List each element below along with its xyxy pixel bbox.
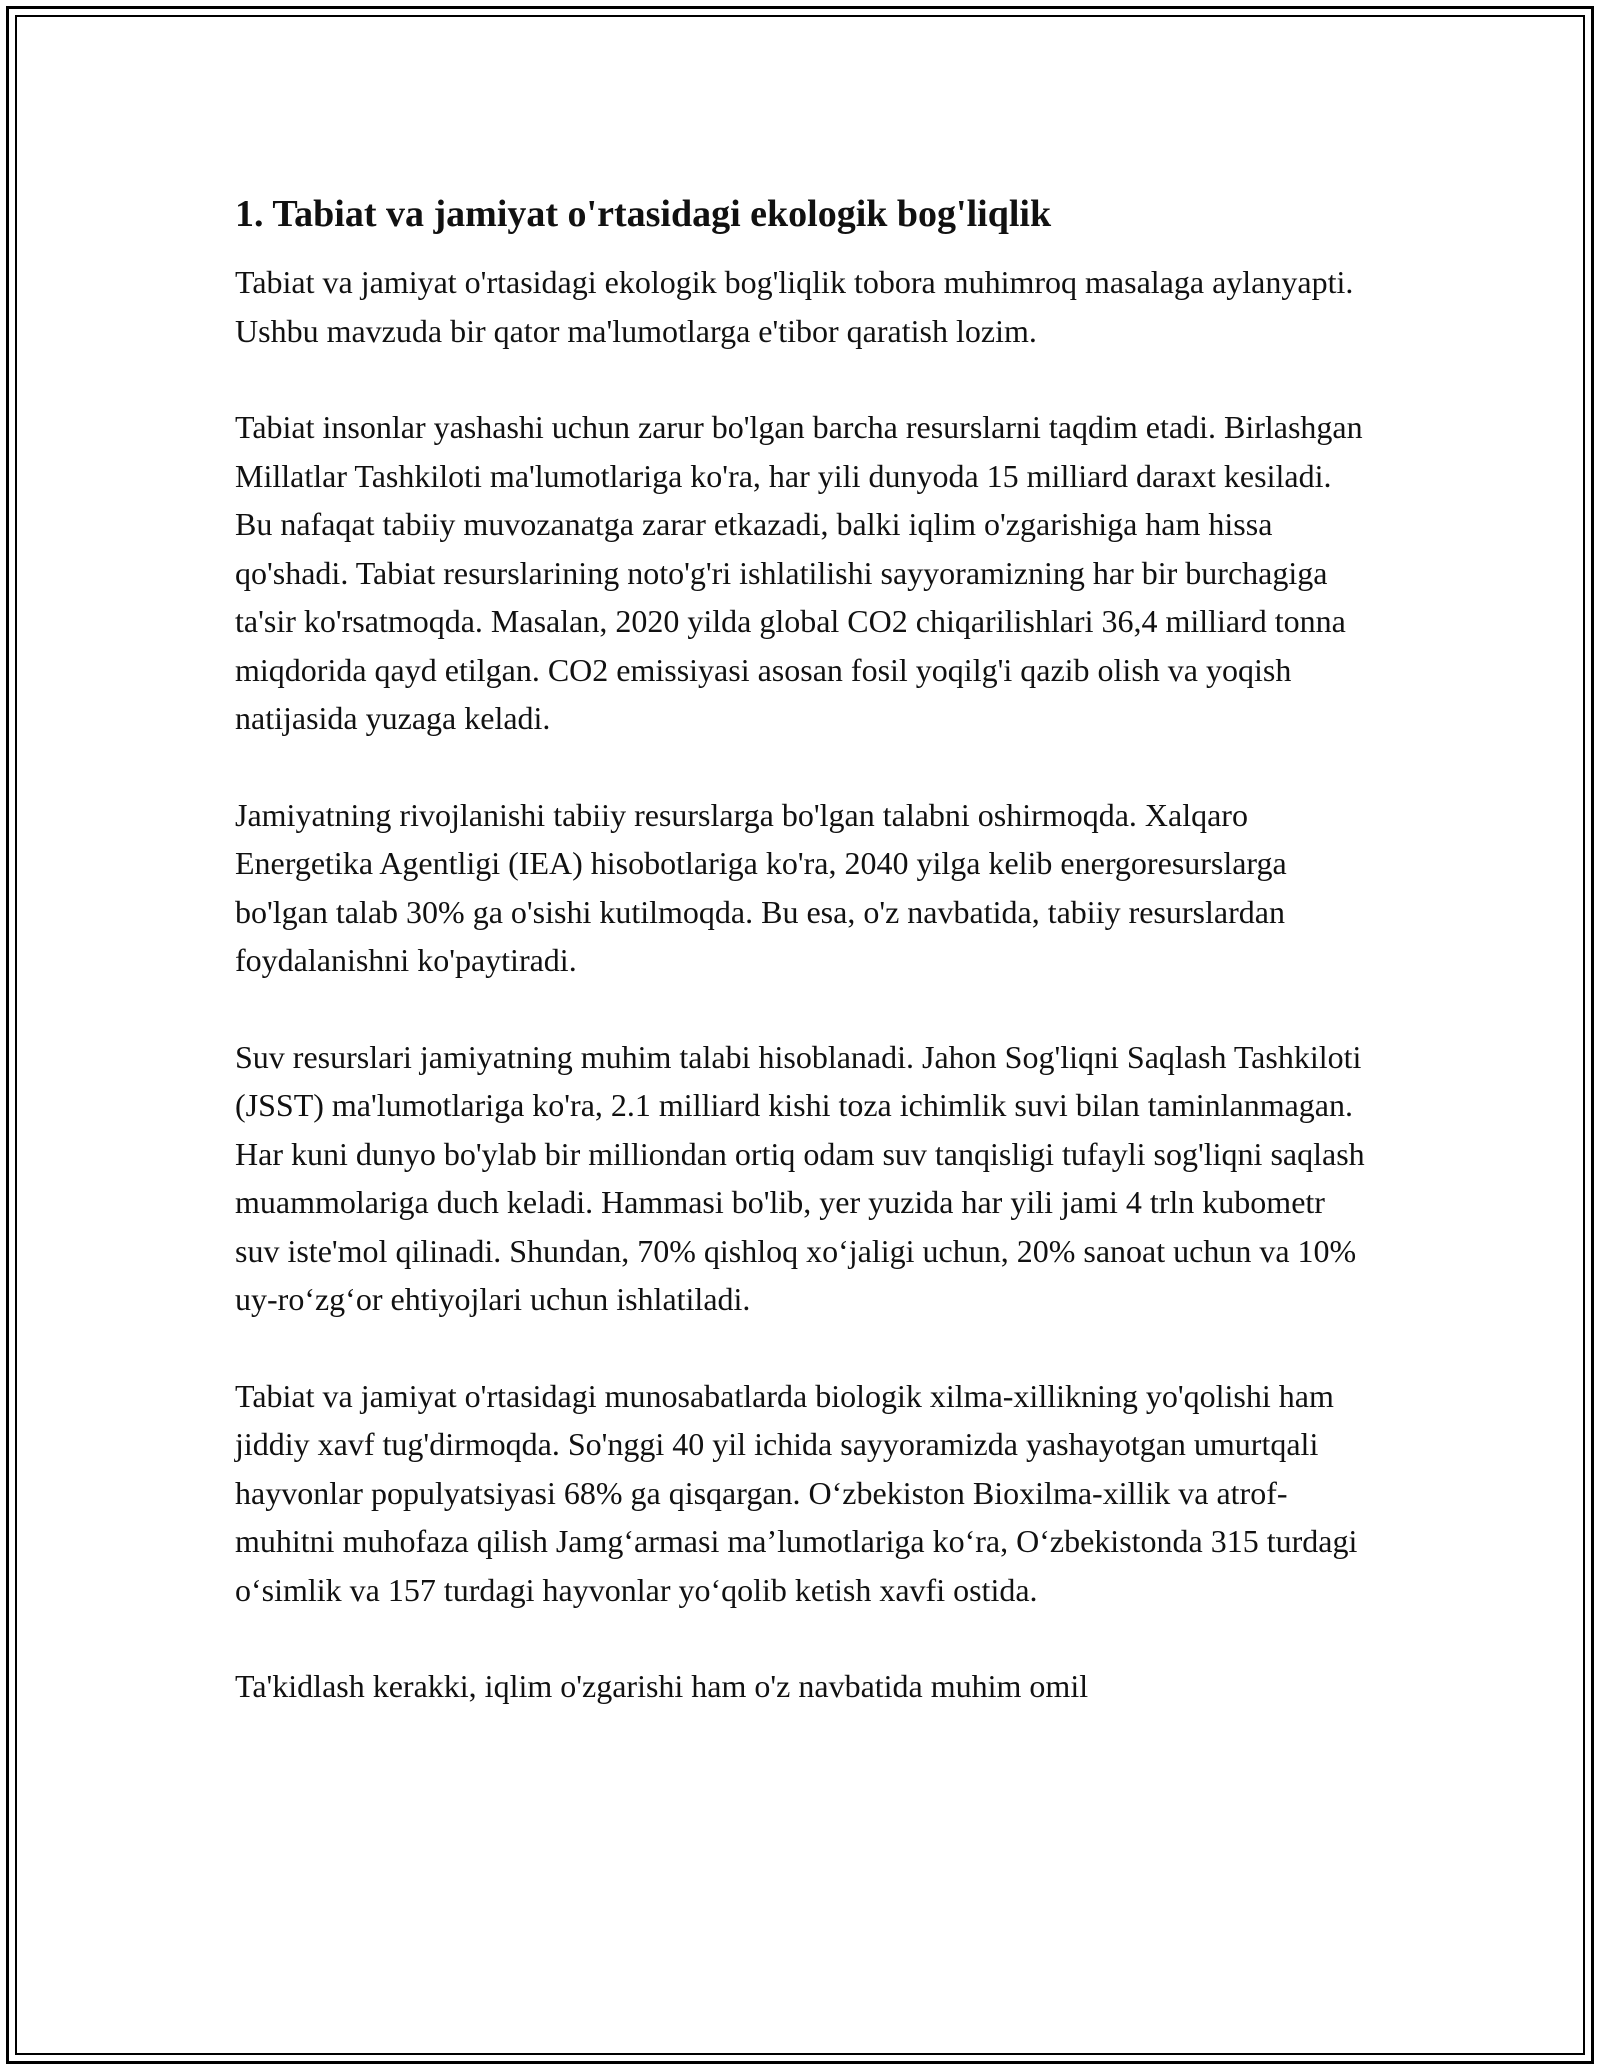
paragraph-nature-resources: Tabiat insonlar yashashi uchun zarur bo'lgan barcha resurslarni taqdim etadi. Birlashgan Millatlar Tashkiloti ma'lumotlariga ko'ra, har yili dunyoda 15 milliard daraxt kesiladi. Bu nafaqat tabiiy muvozanatga zarar etkazadi, balki iqlim o'zgarishiga ham hissa qo'shadi. Tabiat resurslarining noto'g'ri ishlatilishi sayyoramizning har bir burchagiga ta'sir ko'rsatmoqda. Masalan, 2020 yilda global CO2 chiqarilishlari 36,4 milliard tonna miqdorida qayd etilgan. CO2 emissiyasi asosan fosil yoqilg'i qazib olish va yoqish natijasida yuzaga keladi. (235, 409, 1363, 736)
paragraph-water-resources: Suv resurslari jamiyatning muhim talabi hisoblanadi. Jahon Sog'liqni Saqlash Tashkiloti (JSST) ma'lumotlariga ko'ra, 2.1 milliard kishi toza ichimlik suvi bilan taminlanmagan. Har kuni dunyo bo'ylab bir milliondan ortiq odam suv tanqisligi tufayli sog'liqni saqlash muammolariga duch keladi. Hammasi bo'lib, yer yuzida har yili jami 4 trln kubometr suv iste'mol qilinadi. Shundan, 70% qishloq xo‘jaligi uchun, 20% sanoat uchun va 10% uy-ro‘zg‘or ehtiyojlari uchun ishlatiladi. (235, 1038, 1365, 1317)
section-title: 1. Tabiat va jamiyat o'rtasidagi ekologik bog'liqlik (235, 193, 1052, 235)
paragraph-biodiversity: Tabiat va jamiyat o'rtasidagi munosabatlarda biologik xilma-xillikning yo'qolishi ham jiddiy xavf tug'dirmoqda. So'nggi 40 yil ichida sayyoramizda yashayotgan umurtqali hayvonlar populyatsiyasi 68% ga qisqargan. O‘zbekiston Bioxilma-xillik va atrof-muhitni muhofaza qilish Jamg‘armasi ma’lumotlariga ko‘ra, O‘zbekistonda 315 turdagi o‘simlik va 157 turdagi hayvonlar yo‘qolib ketish xavfi ostida. (235, 1377, 1358, 1608)
document-body (235, 188, 1375, 1759)
paragraph-climate-change: Ta'kidlash kerakki, iqlim o'zgarishi ham o'z navbatida muhim omil (235, 1668, 1089, 1704)
paragraph-society-demand: Jamiyatning rivojlanishi tabiiy resurslarga bo'lgan talabni oshirmoqda. Xalqaro Energetika Agentligi (IEA) hisobotlariga ko'ra, 2040 yilga kelib energoresurslarga bo'lgan talab 30% ga o'sishi kutilmoqda. Bu esa, o'z navbatida, tabiiy resurslardan foydalanishni ko'paytiradi. (235, 796, 1287, 978)
paragraph-intro: Tabiat va jamiyat o'rtasidagi ekologik bog'liqlik tobora muhimroq masalaga aylanyapti. Ushbu mavzuda bir qator ma'lumotlarga e'tibor qaratish lozim. (235, 264, 1354, 349)
